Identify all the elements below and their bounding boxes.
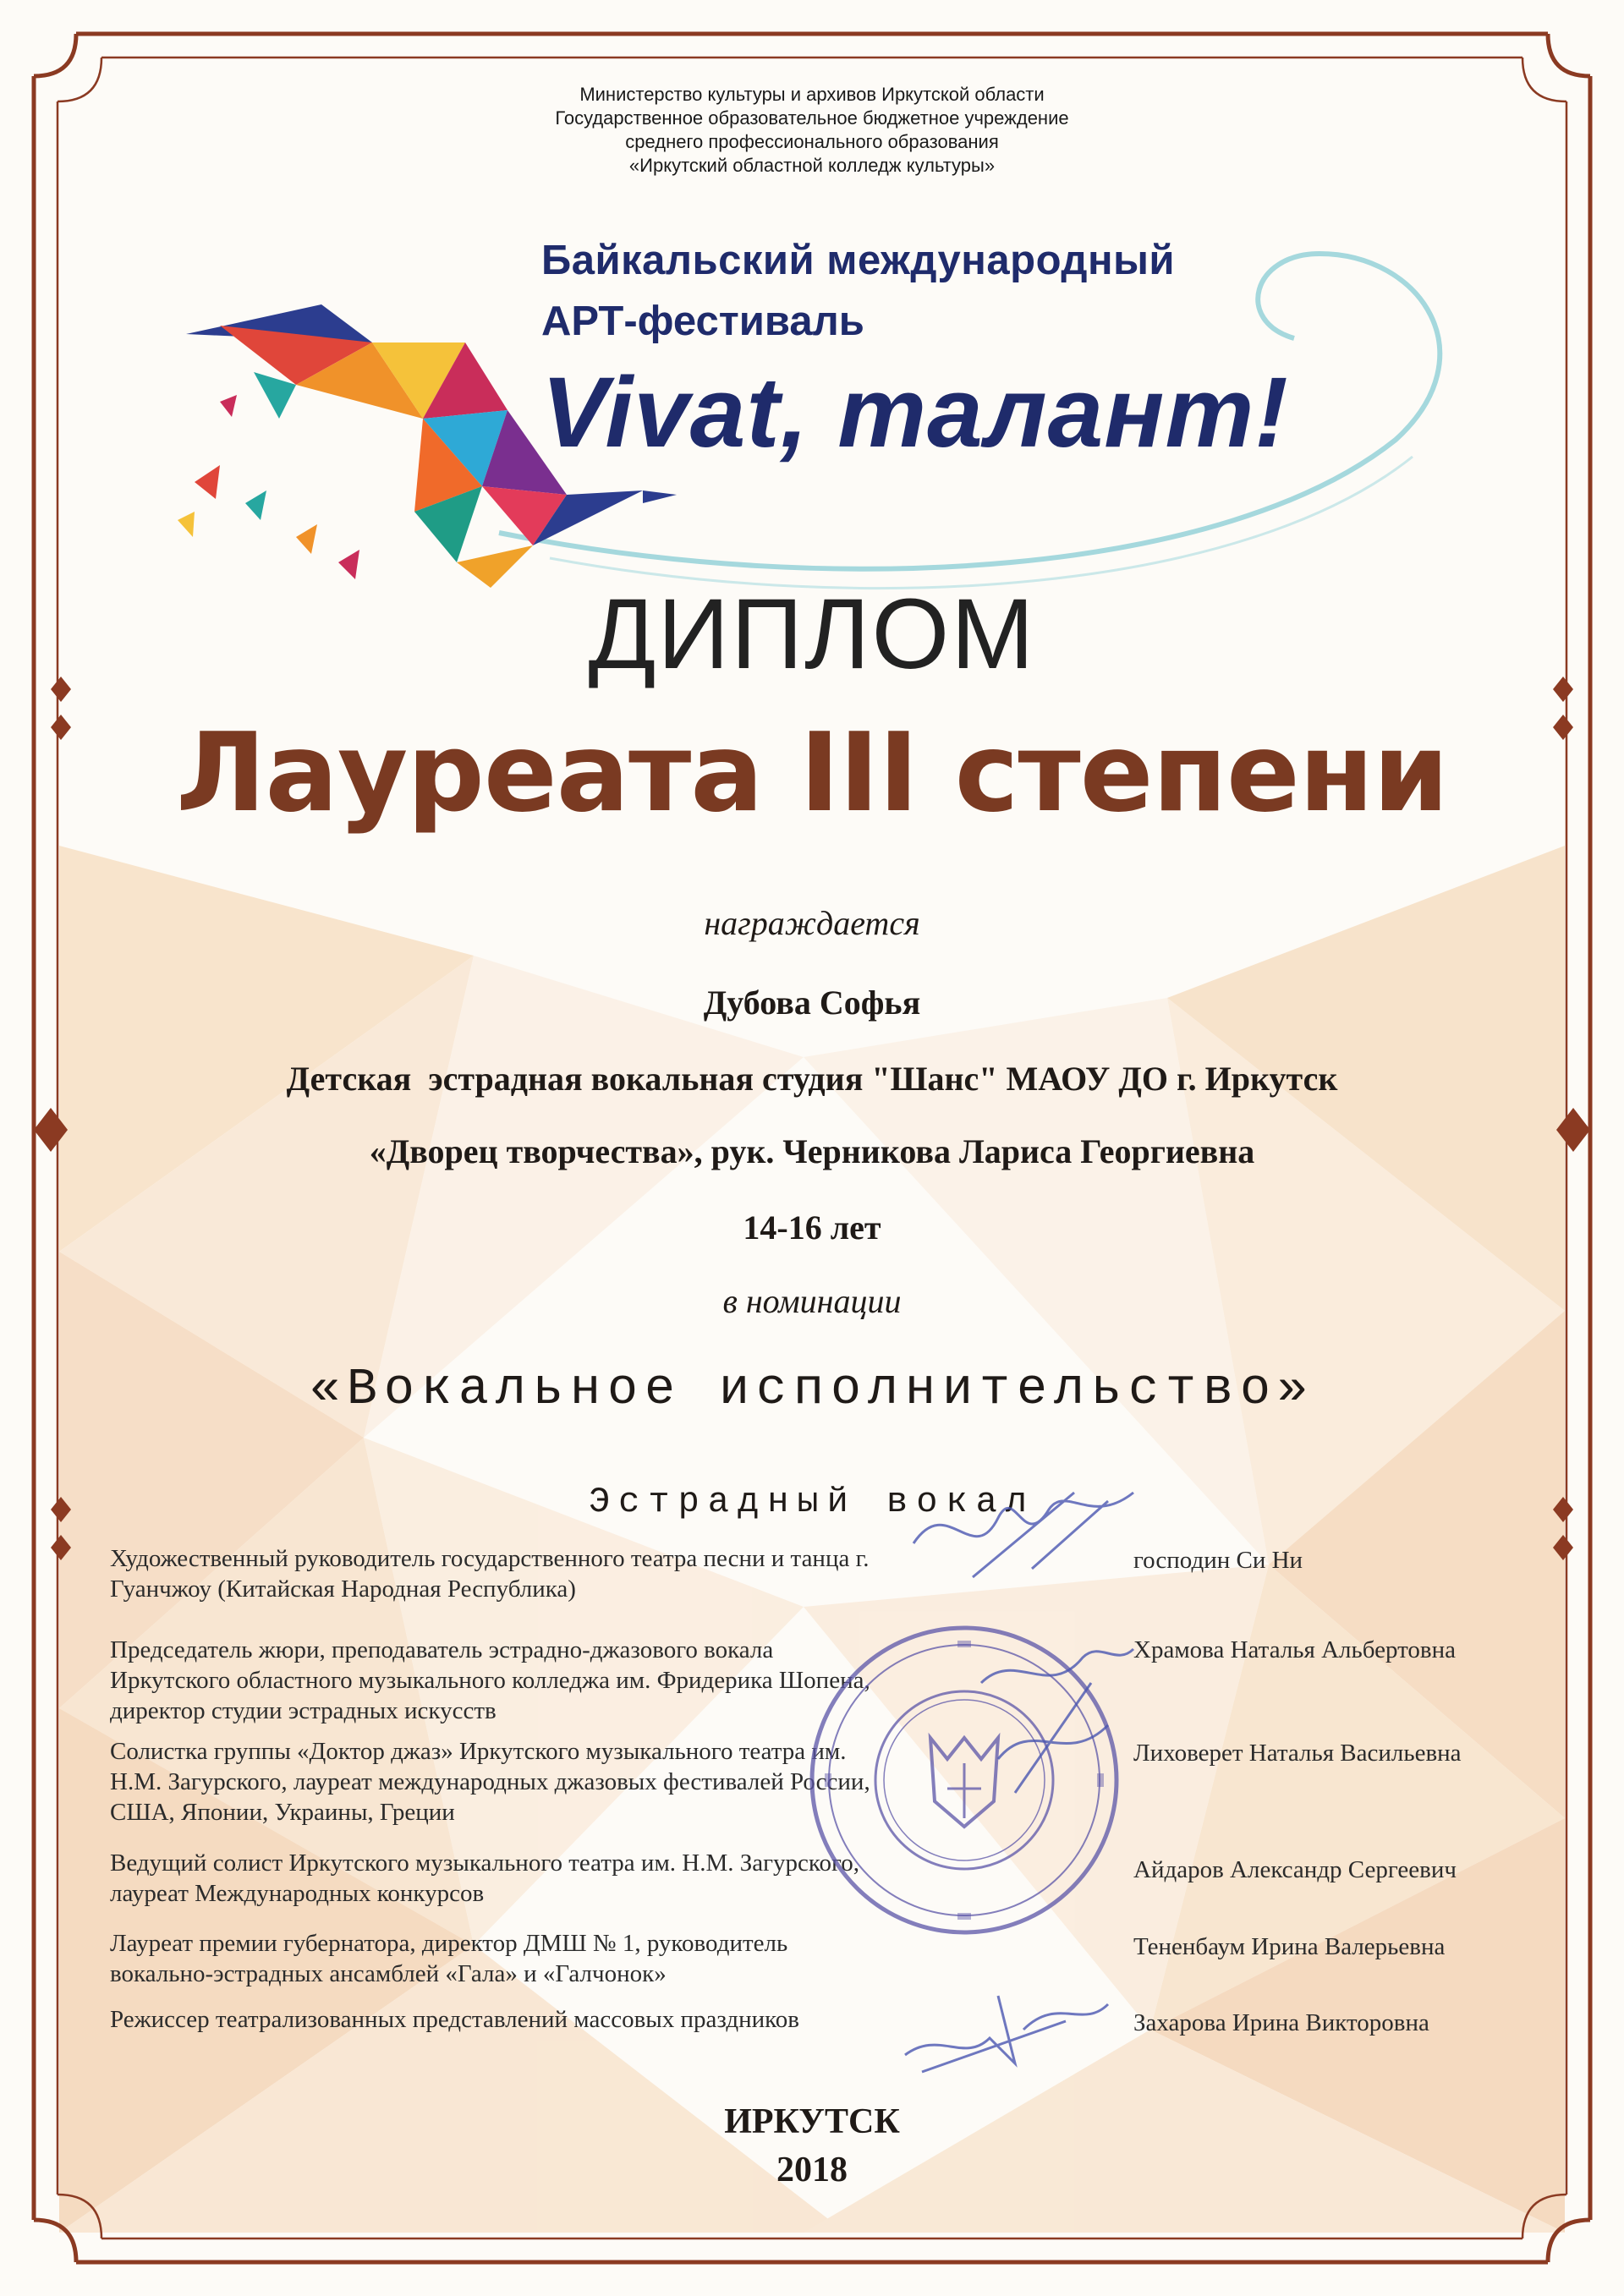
signature-2-icon [964,1632,1150,1801]
footer-city: ИРКУТСК [724,2102,900,2141]
jury-name: господин Си Ни [1133,1547,1303,1574]
festival-name: Vivat, талант! [541,357,1289,469]
signature-3-icon [897,1979,1116,2080]
festival-title-line-2: АРТ-фестиваль [541,299,864,344]
jury-description: Ведущий солист Иркутского музыкального театра им. Н.М. Загурского, лауреат Международных конкурсов [110,1849,859,1907]
jury-description: Лауреат премии губернатора, директор ДМШ № 1, руководитель вокально-эстрадных ансамблей «Гала» и «Галчонок» [110,1930,788,1987]
laureate-degree: Лауреата III степени [176,710,1448,836]
jury-name: Лиховерет Наталья Васильевна [1133,1740,1462,1767]
jury-name: Айдаров Александр Сергеевич [1133,1856,1457,1883]
org-line-2: Государственное образовательное бюджетное учреждение [555,107,1069,129]
org-line-1: Министерство культуры и архивов Иркутской области [579,84,1045,105]
awarded-label: награждается [704,904,920,942]
subnomination-title: Эстрадный вокал [588,1482,1036,1522]
org-line-4: «Иркутский областной колледж культуры» [628,155,996,176]
festival-title-line-1: Байкальский международный [541,238,1176,283]
jury-description: Председатель жюри, преподаватель эстрадно-джазового вокала Иркутского областного музыкального колледжа им. Фридерика Шопена, директор студии эстрадных искусств [110,1636,870,1724]
organization-header [474,83,1150,178]
diploma-title: ДИПЛОМ [588,578,1036,690]
footer-year: 2018 [776,2151,848,2189]
palace-line: «Дворец творчества», рук. Черникова Лариса Георгиевна [369,1132,1255,1170]
age-group: 14-16 лет [743,1208,881,1247]
jury-description: Режиссер театрализованных представлений массовых праздников [110,2006,799,2033]
nomination-title: «Вокальное исполнительство» [309,1362,1315,1419]
nomination-label: в номинации [722,1282,902,1320]
org-line-3: среднего профессионального образования [625,131,999,152]
jury-name: Храмова Наталья Альбертовна [1133,1636,1456,1663]
recipient-name: Дубова Софья [703,984,921,1022]
jury-name: Тененбаум Ирина Валерьевна [1133,1933,1446,1960]
signature-1-icon [897,1476,1150,1586]
jury-description: Солистка группы «Доктор джаз» Иркутского музыкального театра им. Н.М. Загурского, лауреат международных джазовых фестивалей России, США, Японии, Украины, Греции [110,1738,870,1826]
jury-description: Художественный руководитель государственного театра песни и танца г. Гуанчжоу (Китайская Народная Республика) [110,1545,870,1603]
studio-line: Детская эстрадная вокальная студия "Шанс" МАОУ ДО г. Иркутск [286,1060,1338,1098]
jury-name: Захарова Ирина Викторовна [1133,2009,1429,2036]
